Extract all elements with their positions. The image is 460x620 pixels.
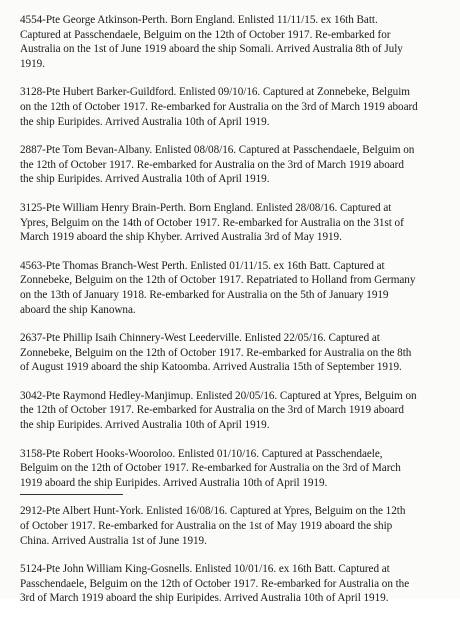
entry-hunt: 2912-Pte Albert Hunt-York. Enlisted 16/08/16. Captured at Ypres, Belguim on the 12th of October 1917. Re-embarked for Australia on the 1st of May 1919 aboard the ship China. Arrived Australia 1st of June 1919. bbox=[20, 505, 406, 547]
entry-branch: 4563-Pte Thomas Branch-West Perth. Enlisted 01/11/15. ex 16th Batt. Captured at Zonnebeke, Belguim on the 12th of October 1917. Repatriated to Holland from Germany on the 13th of January 1918. Re-embarked for Australia on the 5th of January 1919 aboard the ship Kanowna. bbox=[20, 259, 416, 316]
entry-bevan: 2887-Pte Tom Bevan-Albany. Enlisted 08/08/16. Captured at Passchendaele, Belguim on the 12th of October 1917. Re-embarked for Australia on the 3rd of March 1919 aboard the ship Euripides. Arrived Australia 10th of April 1919. bbox=[20, 144, 415, 186]
entry-brain: 3125-Pte William Henry Brain-Perth. Born England. Enlisted 28/08/16. Captured at Ypres, Belguim on the 14th of October 1917. Re-embarked for Australia on the 31st of March 1919 aboard the ship Khyber. Arrived Australia 3rd of May 1919. bbox=[20, 201, 404, 244]
handwritten-underline-mark bbox=[20, 494, 123, 495]
entry-hedley: 3042-Pte Raymond Hedley-Manjimup. Enlisted 20/05/16. Captured at Ypres, Belguim on the 12th of October 1917. Re-embarked for Australia on the 3rd of March 1919 aboard the ship Euripides. Arrived Australia 10th of April 1919. bbox=[20, 389, 417, 432]
entry-hooks: 3158-Pte Robert Hooks-Wooroloo. Enlisted 01/10/16. Captured at Passchendaele, Belguim on the 12th of October 1917. Re-embarked for Australia on the 3rd of March 1919 aboard the ship Euripides. Arrived Australia 10th of April 1919. bbox=[20, 447, 401, 489]
entry-chinnery: 2637-Pte Phillip Isaih Chinnery-West Leederville. Enlisted 22/05/16. Captured at Zonnebeke, Belguim on the 12th of October 1917. Re-embarked for Australia on the 8th of August 1919 aboard the ship Katoomba. Arrived Australia 15th of September 1919. bbox=[20, 332, 412, 374]
entry-king: 5124-Pte John William King-Gosnells. Enlisted 10/01/16. ex 16th Batt. Captured at Passchendaele, Belguim on the 12th of October 1917. Re-embarked for Australia on the 3rd of March 1919 aboard the ship Euripides. Arrived Australia 10th of April 1919. bbox=[20, 563, 410, 605]
entry-list bbox=[20, 13, 450, 620]
entry-atkinson: 4554-Pte George Atkinson-Perth. Born England. Enlisted 11/11/15. ex 16th Batt. Captured at Passchendaele, Belguim on the 12th of October 1917. Re-embarked for Australia on the 1st of June 1919 aboard the ship Somali. Arrived Australia 8th of July 1919. bbox=[20, 14, 403, 70]
entry-barker: 3128-Pte Hubert Barker-Guildford. Enlisted 09/10/16. Captured at Zonnebeke, Belguim on the 12th of October 1917. Re-embarked for Australia on the 3rd of March 1919 aboard the ship Euripides. Arrived Australia 10th of April 1919. bbox=[20, 86, 418, 128]
